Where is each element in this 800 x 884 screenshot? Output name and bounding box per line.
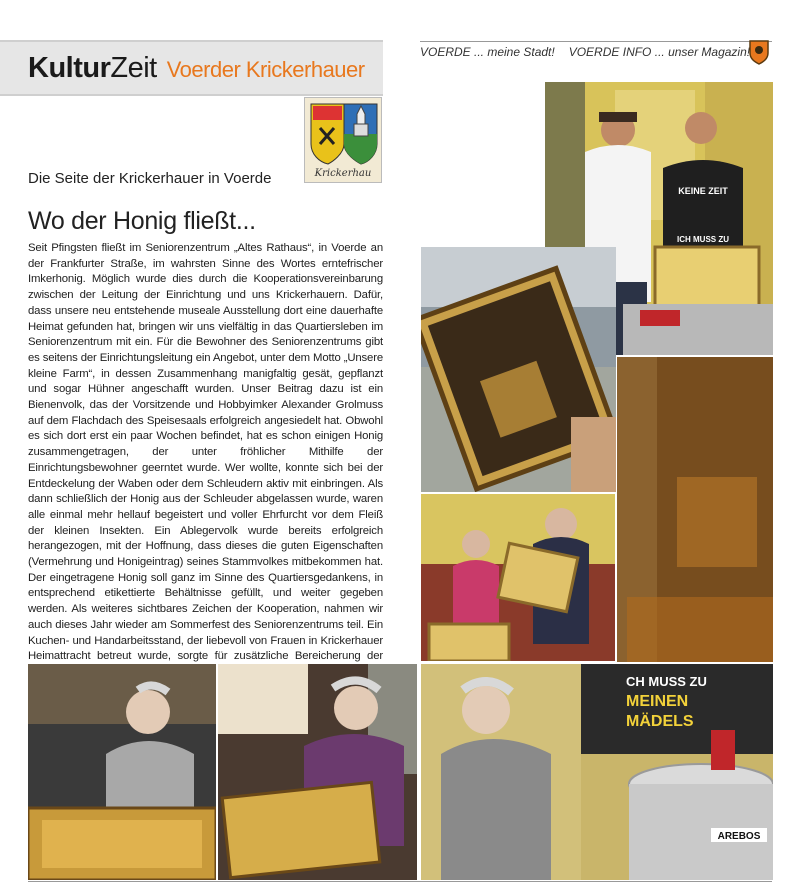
- shirt2-text-1: CH MUSS ZU: [626, 674, 707, 689]
- slogan-city: VOERDE ... meine Stadt!: [420, 45, 555, 59]
- article-body: Seit Pfingsten fließt im Seniorenzentrum „Altes Rathaus“, in Voerde an der Frankfurter Straße, im wahrsten Sinne des Wortes erntefrischer Imkerhonig. Möglich wurde dies durch die Kooperationsvereinbarung zwischen der Leitung der Einrichtung und uns Krickerhauern. Dafür, dass unsere neu entstehende museale Ausstellung dort eine dauerhafte Heimat gefunden hat, bringen wir uns vielfältig in das Quartiersleben im Seniorenzentrum mit ein. Für die Bewohner des Seniorenzentrums gibt es seitens der Einrichtungsleitung ein Angebot, unter dem Motto „Unsere kleine Farm“, in dessen Zusammenhang manigfaltig gesät, gepflanzt und sogar Hühner angeschafft wurden. Unser Beitrag dazu ist ein Bienenvolk, das der Vorsitzende und Hobbyimker Alexander Grolmuss auf dem Flachdach des Speisesaals erfolgreich angesiedelt hat. Obwohl es sich dort erst ein paar Wochen befindet, hat es schon einigen Honig zusammengetragen, der unter fröhlicher Mithilfe der Einrichtungsbewohner geerntet wurde. Wer wollte, konnte sich bei der Entdeckelung der Waben oder dem Schleudern aktiv mit einbringen. Als dann schließlich der Honig aus der Schleuder abgelassen wurde, waren alle einmal mehr hellauf begeistert und voller Ehrfurcht vor dem Fleiß der kleinen Insekten. Ein Ablegervolk wurde bereits erfolgreich herangezogen, mit der Hoffnung, dass dieses die guten Eigenschaften (Vermehrung und Honigeintrag) seines Stammvolkes mitbekommen hat. Der eingetragene Honig soll ganz im Sinne des Quartiersgedankens, in entsprechend etikettierte Behältnisse gefüllt, und weiter gegeben werden. Als weiteres sichtbares Zeichen der Kooperation, nahmen wir auch dieses Jahr wieder am Sommerfest des Seniorenzentrums teil. Ein Kuchen- und Handarbeitsstand, der liebevoll von Frauen in Krickerhauer Heimattracht betreut wurde, sorgte für zusätzliche Bereicherung der: [28, 242, 383, 663]
- shirt-text-2: ICH MUSS ZU: [677, 235, 729, 244]
- section-title: [28, 52, 365, 85]
- bottom-rule: [28, 881, 772, 882]
- photo-bee-frame: [421, 247, 616, 492]
- slogan-magazine: VOERDE INFO ... unser Magazin!: [568, 45, 751, 59]
- shirt2-text-2: MEINEN: [626, 693, 689, 710]
- shirt2-text-3: MÄDELS: [626, 713, 694, 730]
- photo-bees-closeup: [617, 357, 773, 662]
- crest-caption: Krickerhau: [314, 168, 372, 179]
- page-subtitle: Die Seite der Krickerhauer in Voerde: [28, 170, 272, 187]
- city-crest-icon: [748, 39, 770, 65]
- section-title-bold: Kultur: [28, 52, 111, 84]
- shirt-text-1: KEINE ZEIT: [678, 186, 728, 196]
- masthead-slogans: [420, 45, 750, 59]
- photo-seniors-holding-frames: [421, 494, 615, 661]
- photo-senior-uncapping-2: [218, 664, 417, 880]
- top-rule: [420, 41, 772, 42]
- photo-honey-extractor: [421, 664, 773, 880]
- krickerhau-crest-logo: [304, 97, 382, 183]
- article-headline: Wo der Honig fließt...: [28, 207, 256, 235]
- section-title-light: Zeit: [110, 52, 157, 84]
- extractor-brand-label: AREBOS: [717, 831, 761, 842]
- photo-senior-uncapping-1: [28, 664, 216, 880]
- section-subtitle: Voerder Krickerhauer: [166, 57, 365, 82]
